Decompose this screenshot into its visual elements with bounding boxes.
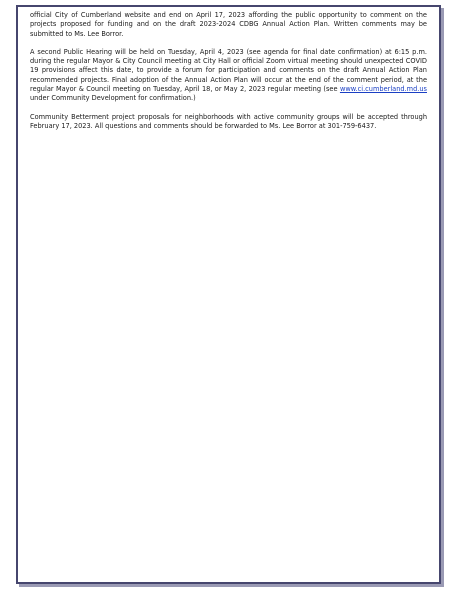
document-page [16, 5, 441, 584]
community-betterment-paragraph: Community Betterment project proposals for neighborhoods with active community groups will be accepted through February 17, 2023. All questions and comments should be forwarded to Ms. Lee Borror at 301-759-6437. [30, 112, 427, 130]
public-hearing-text: A second Public Hearing will be held on Tuesday, April 4, 2023 (see agenda for final date confirmation) at 6:15 p.m. during the regular Mayor & City Council meeting at City Hall or official Zoom virtual meeting should unexpected COVID 19 provisions affect this date, to provide a forum for participation and comments on the draft Annual Action Plan recommended projects. Final adoption of the Annual Action Plan will occur at the end of the comment period, at the regular Mayor & Council meeting on Tuesday, April 18, or May 2, 2023 regular meeting (see [30, 47, 427, 94]
comment-period-paragraph: official City of Cumberland website and end on April 17, 2023 affording the public opportunity to comment on the projects proposed for funding and on the draft 2023-2024 CDBG Annual Action Plan. Written comments may be submitted to Ms. Lee Borror. [30, 11, 427, 38]
city-website-link[interactable]: www.ci.cumberland.md.us [339, 85, 427, 94]
public-hearing-paragraph [30, 48, 427, 104]
document-body [30, 11, 427, 140]
public-hearing-text-end: under Community Development for confirmation.) [30, 94, 196, 103]
